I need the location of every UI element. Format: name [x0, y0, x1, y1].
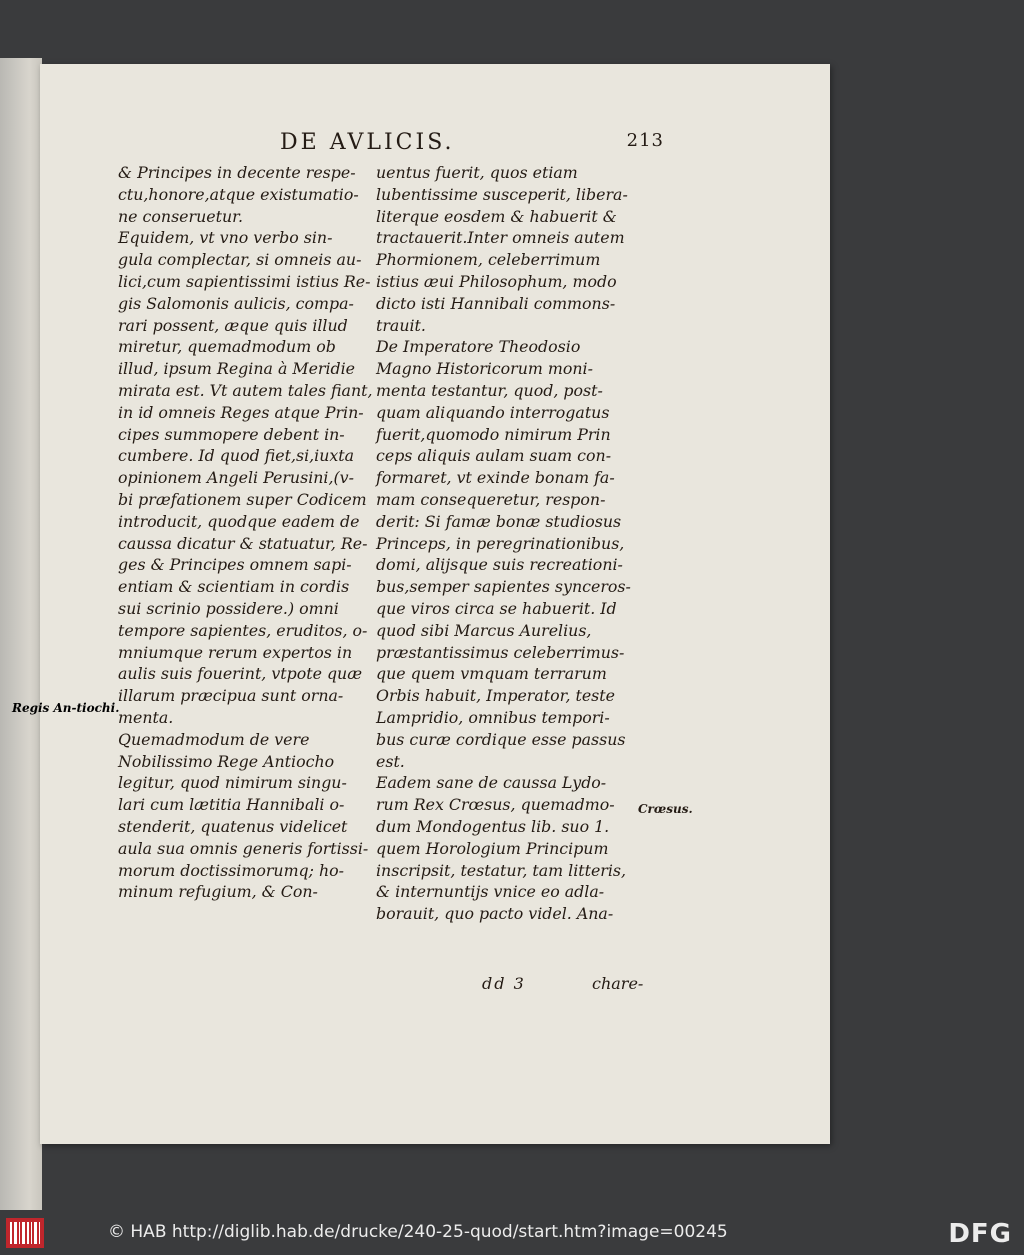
text-line: tempore sapientes, eruditos, o-: [118, 620, 368, 640]
text-line: lici,cum sapientissimi istius Re-: [118, 271, 371, 291]
text-line: & Principes in decente respe-: [118, 163, 356, 182]
text-line: gis Salomonis aulicis, compa-: [118, 293, 354, 313]
text-line: De Imperatore Theodosio: [376, 337, 581, 357]
text-line: borauit, quo pacto videl. Ana-: [376, 904, 614, 924]
text-line: præstantissimus celeberrimus-: [376, 642, 625, 662]
text-line: dum Mondogentus lib. suo 1.: [376, 816, 610, 836]
text-line: caussa dicatur & statuatur, Re-: [118, 533, 368, 553]
text-line: illarum præcipua sunt orna-: [118, 686, 344, 706]
text-line: morum doctissimorumq; ho-: [118, 860, 345, 880]
margin-note-right: Crœsus.: [638, 802, 693, 816]
catchword: chare-: [592, 974, 644, 993]
text-line: legitur, quod nimirum singu-: [118, 773, 347, 793]
footer-bar: [0, 1210, 1024, 1255]
text-line: menta.: [118, 707, 174, 727]
text-line: aula sua omnis generis fortissi-: [118, 838, 369, 858]
text-line: Nobilissimo Rege Antiocho: [118, 751, 335, 771]
text-line: ges & Principes omnem sapi-: [118, 555, 352, 575]
margin-note-left: [12, 700, 119, 716]
copyright-url[interactable]: © HAB http://diglib.hab.de/drucke/240-25-quod/start.htm?image=00245: [108, 1222, 728, 1242]
right-text-column: [376, 162, 656, 925]
text-line: inscripsit, testatur, tam litteris,: [376, 860, 627, 880]
text-line: gula complectar, si omneis au-: [118, 250, 362, 270]
signature-mark: [482, 974, 644, 993]
signature-text: dd 3: [482, 974, 526, 993]
text-line: istius æui Philosophum, modo: [376, 271, 617, 291]
text-line: est.: [376, 751, 405, 771]
text-line: aulis suis fouerint, vtpote quæ: [118, 664, 363, 684]
text-line: tractauerit.Inter omneis autem: [376, 228, 625, 248]
text-line: cumbere. Id quod fiet,si,iuxta: [118, 446, 355, 466]
text-line: domi, alijsque suis recreationi-: [376, 555, 623, 575]
folio-number: 213: [626, 130, 664, 151]
text-line: uentus fuerit, quos etiam: [376, 163, 578, 182]
text-line: miretur, quemadmodum ob: [118, 337, 336, 357]
text-line: quam aliquando interrogatus: [376, 402, 610, 422]
text-line: rum Rex Crœsus, quemadmo-: [376, 795, 615, 815]
text-line: Lampridio, omnibus tempori-: [376, 707, 610, 727]
text-line: menta testantur, quod, post-: [376, 380, 603, 400]
left-page-edge: [0, 58, 42, 1210]
text-line: Princeps, in peregrinationibus,: [376, 533, 625, 553]
book-page: [40, 64, 830, 1144]
text-line: cipes summopere debent in-: [118, 424, 345, 444]
text-line: quod sibi Marcus Aurelius,: [376, 620, 592, 640]
text-line: Quemadmodum de vere: [118, 729, 310, 749]
text-line: bus curæ cordique esse passus: [376, 729, 626, 749]
text-line: Magno Historicorum moni-: [376, 359, 593, 379]
text-line: ctu,honore,atque existumatio-: [118, 184, 359, 204]
margin-line: tiochi.: [76, 701, 120, 715]
text-line: Equidem, vt vno verbo sin-: [118, 228, 333, 248]
text-line: trauit.: [376, 315, 426, 335]
dfg-logo: DFG: [948, 1219, 1012, 1249]
text-line: que quem vmquam terrarum: [376, 664, 607, 684]
running-head: [280, 130, 664, 155]
text-line: Eadem sane de caussa Lydo-: [376, 773, 607, 793]
margin-line: Regis An-: [12, 701, 77, 715]
text-line: derit: Si famæ bonæ studiosus: [376, 511, 622, 531]
text-line: mam consequeretur, respon-: [376, 489, 606, 509]
text-line: entiam & scientiam in cordis: [118, 577, 350, 597]
text-line: quem Horologium Principum: [376, 838, 609, 858]
text-line: illud, ipsum Regina à Meridie: [118, 359, 356, 379]
text-line: ceps aliquis aulam suam con-: [376, 446, 612, 466]
text-line: mniumque rerum expertos in: [118, 642, 353, 662]
text-line: opinionem Angeli Perusini,(v-: [118, 468, 354, 488]
text-line: literque eosdem & habuerit &: [376, 206, 617, 226]
left-text-column: [118, 162, 376, 903]
text-line: fuerit,quomodo nimirum Prin: [376, 424, 611, 444]
text-line: que viros circa se habuerit. Id: [376, 598, 617, 618]
text-line: introducit, quodque eadem de: [118, 511, 360, 531]
text-line: stenderit, quatenus videlicet: [118, 816, 348, 836]
text-line: in id omneis Reges atque Prin-: [118, 402, 364, 422]
text-line: ne conseruetur.: [118, 206, 243, 226]
text-line: rari possent, æque quis illud: [118, 315, 348, 335]
text-line: lubentissime susceperit, libera-: [376, 184, 628, 204]
text-line: lari cum lætitia Hannibali o-: [118, 795, 345, 815]
text-line: dicto isti Hannibali commons-: [376, 293, 616, 313]
text-line: sui scrinio possidere.) omni: [118, 598, 339, 618]
text-line: mirata est. Vt autem tales fiant,: [118, 380, 373, 400]
text-line: formaret, vt exinde bonam fa-: [376, 468, 615, 488]
text-line: & internuntijs vnice eo adla-: [376, 882, 605, 902]
text-line: bus,semper sapientes synceros-: [376, 577, 631, 597]
text-line: Orbis habuit, Imperator, teste: [376, 686, 615, 706]
text-line: bi præfationem super Codicem: [118, 489, 367, 509]
running-head-title: DE AVLICIS.: [280, 130, 455, 155]
text-line: Phormionem, celeberrimum: [376, 250, 601, 270]
text-line: minum refugium, & Con-: [118, 882, 318, 902]
barcode-icon: [6, 1218, 44, 1248]
